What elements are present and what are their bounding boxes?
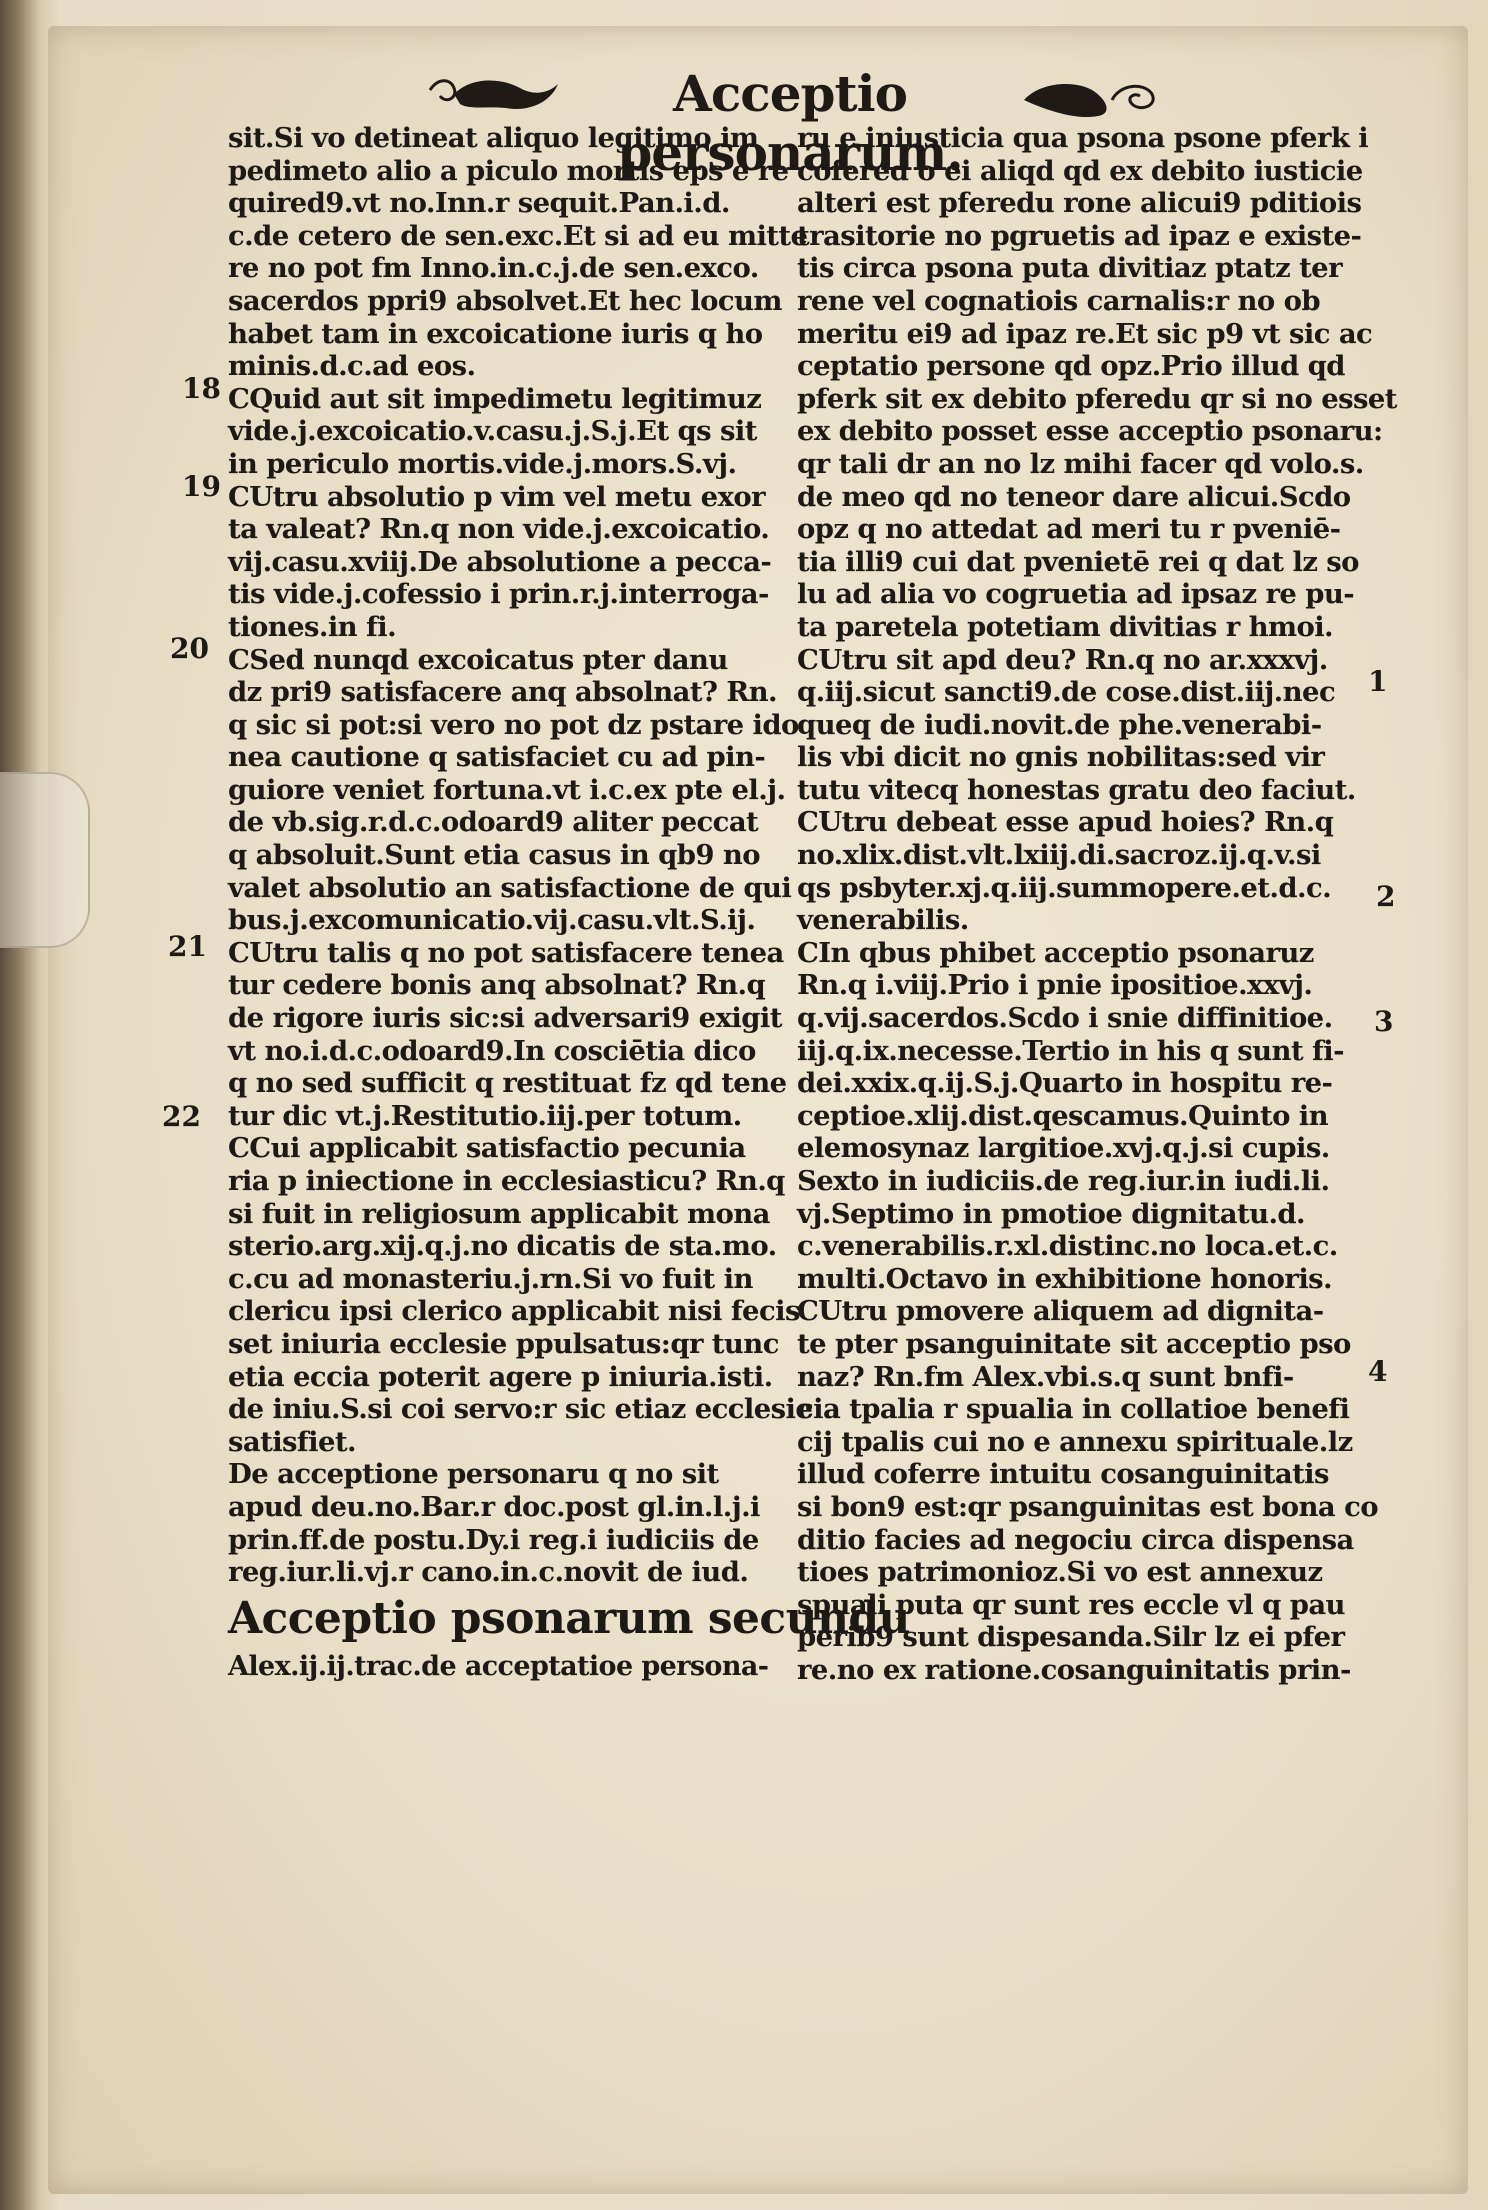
text-line: tioes patrimonioz.Si vo est annexuz (797, 1556, 1323, 1589)
text-line: iij.q.ix.necesse.Tertio in his q sunt fi- (797, 1034, 1344, 1067)
text-line: tutu vitecq honestas gratu deo faciut. (797, 773, 1356, 806)
text-line: sterio.arg.xij.q.j.no dicatis de sta.mo. (228, 1230, 777, 1263)
text-line: sacerdos ppri9 absolvet.Et hec locum (228, 284, 782, 317)
text-line: ta valeat? Rn.q non vide.j.excoicatio. (228, 513, 770, 546)
text-line: vj.Septimo in pmotioe dignitatu.d. (797, 1197, 1306, 1230)
text-line: q sic si pot:si vero no pot dz pstare ido (228, 708, 799, 741)
text-line: multi.Octavo in exhibitione honoris. (797, 1262, 1333, 1295)
text-line: tiones.in fi. (228, 610, 397, 643)
text-line: apud deu.no.Bar.r doc.post gl.in.l.j.i (228, 1490, 760, 1523)
text-line: c.de cetero de sen.exc.Et si ad eu mitte (228, 219, 808, 252)
margin-number: 18 (182, 372, 221, 405)
text-line: si bon9 est:qr psanguinitas est bona co (797, 1490, 1379, 1523)
text-line: c.cu ad monasteriu.j.rn.Si vo fuit in (228, 1262, 753, 1295)
text-line: ria p iniectione in ecclesiasticu? Rn.q (228, 1165, 785, 1197)
text-line: naz? Rn.fm Alex.vbi.s.q sunt bnfi- (797, 1360, 1294, 1393)
text-line: ceptatio persone qd opz.Prio illud qd (797, 350, 1345, 383)
text-line: ceptioe.xlij.dist.qescamus.Quinto in (797, 1099, 1329, 1132)
text-line: tis circa psona puta divitiaz ptatz ter (797, 252, 1342, 285)
text-line: opz q no attedat ad meri tu r pveniē- (797, 513, 1341, 546)
text-line: CUtru talis q no pot satisfacere tenea (228, 936, 784, 969)
margin-number: 21 (168, 930, 207, 963)
text-line: De acceptione personaru q no sit (228, 1458, 719, 1491)
text-line: venerabilis. (797, 904, 969, 937)
text-line: pedimeto alio a piculo mortis eps e re (228, 154, 789, 187)
page-title: Acceptio personarum. (617, 64, 963, 182)
text-line: spuali puta qr sunt res eccle vl q pau (797, 1588, 1345, 1621)
text-line: rene vel cognatiois carnalis:r no ob (797, 284, 1321, 317)
text-line: CUtru debeat esse apud hoies? Rn.q (797, 806, 1334, 839)
text-line: illud coferre intuitu cosanguinitatis (797, 1458, 1329, 1491)
margin-number: 19 (182, 470, 221, 503)
text-line: de vb.sig.r.d.c.odoard9 aliter peccat (228, 806, 759, 839)
text-line: CUtru absolutio p vim vel metu exor (228, 480, 765, 513)
text-line: tis vide.j.cofessio i prin.r.j.interroga- (228, 578, 769, 611)
text-line: q.iij.sicut sancti9.de cose.dist.iij.nec (797, 676, 1336, 709)
text-line: vij.casu.xviij.De absolutione a pecca- (228, 545, 772, 578)
text-line: minis.d.c.ad eos. (228, 350, 476, 383)
text-line: ex debito posset esse acceptio psonaru: (797, 415, 1383, 448)
text-line: reg.iur.li.vj.r cano.in.c.novit de iud. (228, 1556, 749, 1589)
text-line: CCui applicabit satisfactio pecunia (228, 1132, 746, 1165)
text-line: cia tpalia r spualia in collatioe benefi (797, 1393, 1350, 1426)
page-clip (0, 772, 90, 948)
text-line: re no pot fm Inno.in.c.j.de sen.exco. (228, 252, 759, 285)
text-line: clericu ipsi clerico applicabit nisi fecis (228, 1295, 800, 1328)
text-line: Acceptio psonarum secundu (228, 1592, 910, 1644)
text-line: bus.j.excomunicatio.vij.casu.vlt.S.ij. (228, 904, 756, 937)
text-line: c.venerabilis.r.xl.distinc.no loca.et.c. (797, 1230, 1338, 1263)
text-line: Alex.ij.ij.trac.de acceptatioe persona- (228, 1650, 769, 1682)
text-line: tur dic vt.j.Restitutio.iij.per totum. (228, 1099, 742, 1132)
text-line: elemosynaz largitioe.xvj.q.j.si cupis. (797, 1132, 1330, 1165)
margin-number: 2 (1376, 880, 1396, 913)
text-line: tur cedere bonis anq absolnat? Rn.q (228, 969, 766, 1002)
text-line: quired9.vt no.Inn.r sequit.Pan.i.d. (228, 187, 730, 220)
text-line: Rn.q i.viij.Prio i pnie ipositioe.xxvj. (797, 969, 1313, 1002)
text-line: te pter psanguinitate sit acceptio pso (797, 1327, 1351, 1360)
text-line: alteri est pferedu rone alicui9 pditiois (797, 187, 1362, 220)
text-line: CQuid aut sit impedimetu legitimuz (228, 382, 762, 415)
text-line: vt no.i.d.c.odoard9.In cosciētia dico (228, 1034, 756, 1067)
text-line: q no sed sufficit q restituat fz qd tene (228, 1067, 787, 1100)
text-line: sit.Si vo detineat aliquo legitimo im (228, 122, 759, 154)
text-line: ru e iniusticia qua psona psone pferk i (797, 122, 1369, 154)
margin-number: 20 (170, 632, 209, 665)
text-line: vide.j.excoicatio.v.casu.j.S.j.Et qs sit (228, 415, 757, 448)
text-line: set iniuria ecclesie ppulsatus:qr tunc (228, 1327, 779, 1360)
text-line: tia illi9 cui dat pvenietē rei q dat lz so (797, 545, 1359, 578)
text-line: meritu ei9 ad ipaz re.Et sic p9 vt sic ac (797, 317, 1373, 350)
text-line: lu ad alia vo cogruetia ad ipsaz re pu- (797, 578, 1355, 611)
text-line: lis vbi dicit no gnis nobilitas:sed vir (797, 741, 1325, 774)
text-line: de meo qd no teneor dare alicui.Scdo (797, 480, 1351, 513)
text-line: de iniu.S.si coi servo:r sic etiaz ecclesie (228, 1393, 813, 1426)
text-line: CUtru pmovere aliquem ad dignita- (797, 1295, 1324, 1328)
text-line: qr tali dr an no lz mihi facer qd volo.s. (797, 447, 1364, 480)
text-line: etia eccia poterit agere p iniuria.isti. (228, 1360, 773, 1393)
text-line: ta paretela potetiam divitias r hmoi. (797, 610, 1334, 643)
margin-number: 4 (1368, 1355, 1388, 1388)
text-line: CUtru sit apd deu? Rn.q no ar.xxxvj. (797, 643, 1328, 676)
right-column (797, 122, 1397, 1687)
margin-number: 1 (1368, 665, 1388, 698)
text-line: in periculo mortis.vide.j.mors.S.vj. (228, 447, 737, 480)
text-line: no.xlix.dist.vlt.lxiij.di.sacroz.ij.q.v.si (797, 839, 1321, 872)
text-line: cij tpalis cui no e annexu spirituale.lz (797, 1425, 1353, 1458)
text-line: pferk sit ex debito pferedu qr si no esset (797, 382, 1397, 415)
text-line: si fuit in religiosum applicabit mona (228, 1197, 770, 1230)
text-line: prin.ff.de postu.Dy.i reg.i iudiciis de (228, 1523, 759, 1556)
text-line: guiore veniet fortuna.vt i.c.ex pte el.j. (228, 773, 786, 806)
text-line: CSed nunqd excoicatus pter danu (228, 643, 728, 676)
right-ornament-icon (1020, 60, 1160, 130)
text-line: CIn qbus phibet acceptio psonaruz (797, 936, 1314, 969)
margin-number: 22 (162, 1100, 201, 1133)
text-line: nea cautione q satisfaciet cu ad pin- (228, 741, 766, 774)
text-line: trasitorie no pgruetis ad ipaz e existe- (797, 219, 1362, 252)
text-line: cofered o ei aliqd qd ex debito iusticie (797, 154, 1363, 187)
text-line: perib9 sunt dispesanda.Silr lz ei pfer (797, 1621, 1345, 1654)
text-line: queq de iudi.novit.de phe.venerabi- (797, 708, 1322, 741)
margin-number: 3 (1374, 1005, 1394, 1038)
text-line: qs psbyter.xj.q.iij.summopere.et.d.c. (797, 871, 1332, 904)
text-line: q absoluit.Sunt etia casus in qb9 no (228, 839, 761, 872)
text-line: re.no ex ratione.cosanguinitatis prin- (797, 1653, 1351, 1686)
text-line: q.vij.sacerdos.Scdo i snie diffinitioe. (797, 1002, 1333, 1035)
text-line: ditio facies ad negociu circa dispensa (797, 1523, 1354, 1556)
text-line: valet absolutio an satisfactione de qui (228, 871, 792, 904)
left-ornament-icon (420, 60, 560, 130)
text-line: habet tam in excoicatione iuris q ho (228, 317, 763, 350)
text-line: Sexto in iudiciis.de reg.iur.in iudi.li. (797, 1165, 1330, 1197)
text-line: dz pri9 satisfacere anq absolnat? Rn. (228, 676, 778, 709)
text-line: dei.xxix.q.ij.S.j.Quarto in hospitu re- (797, 1067, 1333, 1100)
text-line: de rigore iuris sic:si adversari9 exigit (228, 1002, 782, 1035)
text-line: satisfiet. (228, 1425, 356, 1458)
